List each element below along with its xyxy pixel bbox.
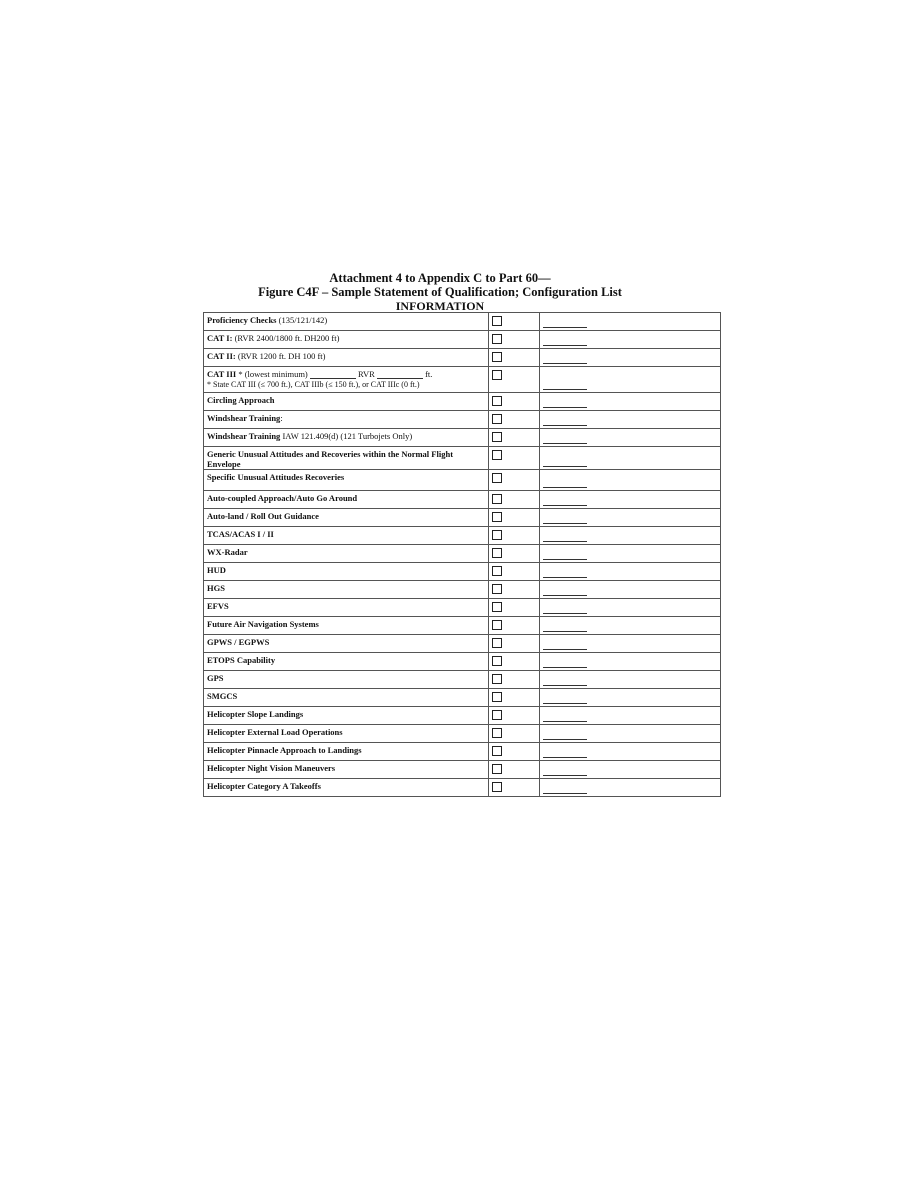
checkbox-cell [489,743,540,761]
checkbox-cell [489,653,540,671]
item-description [204,581,489,599]
qualification-checkbox[interactable] [492,620,502,630]
item-label: GPWS / EGPWS [207,637,270,647]
qualification-checkbox[interactable] [492,692,502,702]
qualification-checkbox[interactable] [492,548,502,558]
rvr-blank[interactable] [377,371,423,379]
table-row [204,617,721,635]
qualification-checkbox[interactable] [492,728,502,738]
item-label: WX-Radar [207,547,248,557]
entry-cell [540,429,721,447]
checkbox-cell [489,779,540,797]
item-description [204,707,489,725]
item-detail: * (lowest minimum) [236,369,308,379]
entry-blank-line[interactable] [543,649,587,650]
entry-cell [540,411,721,429]
item-label: Helicopter Category A Takeoffs [207,781,321,791]
entry-blank-line[interactable] [543,685,587,686]
item-description [204,761,489,779]
item-description [204,447,489,470]
item-label: Auto-land / Roll Out Guidance [207,511,319,521]
entry-blank-line[interactable] [543,487,587,488]
item-label: HUD [207,565,226,575]
item-description [204,349,489,367]
table-row [204,779,721,797]
checkbox-cell [489,761,540,779]
entry-cell [540,761,721,779]
checkbox-cell [489,725,540,743]
item-label: TCAS/ACAS I / II [207,529,274,539]
item-description [204,545,489,563]
qualification-checkbox[interactable] [492,656,502,666]
table-row [204,367,721,393]
qualification-checkbox[interactable] [492,450,502,460]
item-description [204,331,489,349]
item-description [204,653,489,671]
checkbox-cell [489,429,540,447]
item-label: ETOPS Capability [207,655,276,665]
item-description [204,599,489,617]
entry-cell [540,527,721,545]
table-row [204,313,721,331]
checkbox-cell [489,635,540,653]
table-row [204,509,721,527]
checkbox-cell [489,509,540,527]
table-row [204,393,721,411]
item-label: HGS [207,583,225,593]
entry-cell [540,707,721,725]
checkbox-cell [489,367,540,393]
item-description [204,527,489,545]
entry-blank-line[interactable] [543,559,587,560]
item-label: Helicopter Pinnacle Approach to Landings [207,745,362,755]
qualification-checkbox[interactable] [492,396,502,406]
table-row [204,725,721,743]
entry-cell [540,563,721,581]
qualification-checkbox[interactable] [492,473,502,483]
entry-cell [540,779,721,797]
item-label: Windshear Training [207,413,281,423]
entry-blank-line[interactable] [543,425,587,426]
minimum-blank[interactable] [310,371,356,379]
qualification-checkbox[interactable] [492,512,502,522]
qualification-checkbox[interactable] [492,674,502,684]
item-label: Helicopter Night Vision Maneuvers [207,763,336,773]
table-row [204,491,721,509]
entry-blank-line[interactable] [543,389,587,390]
item-label: CAT III [207,369,237,379]
item-label: Future Air Navigation Systems [207,619,319,629]
entry-blank-line[interactable] [543,466,587,467]
checkbox-cell [489,617,540,635]
entry-cell [540,367,721,393]
item-label: Specific Unusual Attitudes Recoveries [207,472,345,482]
entry-cell [540,491,721,509]
entry-blank-line[interactable] [543,595,587,596]
rvr-label: RVR [358,369,375,379]
item-description [204,563,489,581]
entry-cell [540,599,721,617]
item-detail: IAW 121.409(d) (121 Turbojets Only) [280,431,413,441]
item-label: Helicopter External Load Operations [207,727,343,737]
entry-blank-line[interactable] [543,613,587,614]
entry-cell [540,349,721,367]
table-row [204,563,721,581]
qualification-checkbox[interactable] [492,530,502,540]
entry-cell [540,743,721,761]
entry-blank-line[interactable] [543,523,587,524]
entry-cell [540,509,721,527]
table-row [204,761,721,779]
table-row [204,527,721,545]
entry-cell [540,447,721,470]
checkbox-cell [489,581,540,599]
entry-cell [540,545,721,563]
item-label: Circling Approach [207,395,275,405]
item-detail: (RVR 2400/1800 ft. DH200 ft) [232,333,340,343]
entry-blank-line[interactable] [543,407,587,408]
item-label: Generic Unusual Attitudes and Recoveries within the Normal Flight Envelope [207,449,454,469]
entry-blank-line[interactable] [543,667,587,668]
item-detail: : [280,413,283,423]
qualification-checkbox[interactable] [492,370,502,380]
qualification-checkbox[interactable] [492,782,502,792]
checkbox-cell [489,313,540,331]
item-label: CAT I: [207,333,233,343]
item-description [204,617,489,635]
item-description [204,429,489,447]
entry-cell [540,331,721,349]
table-row [204,671,721,689]
entry-cell [540,617,721,635]
ft-label: ft. [425,369,433,379]
qualification-checkbox[interactable] [492,494,502,504]
item-description [204,671,489,689]
entry-blank-line[interactable] [543,541,587,542]
entry-blank-line[interactable] [543,775,587,776]
entry-blank-line[interactable] [543,793,587,794]
entry-blank-line[interactable] [543,739,587,740]
table-row [204,689,721,707]
item-description [204,509,489,527]
qualification-checkbox[interactable] [492,414,502,424]
entry-cell [540,313,721,331]
item-detail: (135/121/142) [276,315,328,325]
item-description [204,367,489,393]
qualification-checkbox[interactable] [492,602,502,612]
qualification-checkbox[interactable] [492,352,502,362]
item-description [204,743,489,761]
entry-blank-line[interactable] [543,631,587,632]
qualification-checkbox[interactable] [492,746,502,756]
checkbox-cell [489,470,540,491]
entry-blank-line[interactable] [543,577,587,578]
entry-cell [540,581,721,599]
section-title: INFORMATION [395,299,485,313]
table-row [204,447,721,470]
table-row [204,349,721,367]
entry-blank-line[interactable] [543,757,587,758]
checkbox-cell [489,491,540,509]
qualification-checkbox[interactable] [492,432,502,442]
entry-cell [540,393,721,411]
qualification-checkbox[interactable] [492,566,502,576]
checkbox-cell [489,689,540,707]
table-row [204,331,721,349]
table-row [204,581,721,599]
table-row [204,743,721,761]
item-label: Helicopter Slope Landings [207,709,304,719]
item-description [204,393,489,411]
attachment-title: Attachment 4 to Appendix C to Part 60— [329,271,551,285]
entry-blank-line[interactable] [543,345,587,346]
item-description [204,470,489,491]
entry-blank-line[interactable] [543,505,587,506]
qualification-checkbox[interactable] [492,334,502,344]
item-description [204,313,489,331]
table-row [204,635,721,653]
item-description [204,411,489,429]
item-label: Windshear Training [207,431,281,441]
table-row [204,545,721,563]
entry-cell [540,725,721,743]
item-label: GPS [207,673,224,683]
entry-blank-line[interactable] [543,327,587,328]
entry-blank-line[interactable] [543,363,587,364]
table-row [204,599,721,617]
configuration-list-table [203,312,721,797]
qualification-checkbox[interactable] [492,638,502,648]
table-row [204,653,721,671]
entry-cell [540,470,721,491]
item-label: Proficiency Checks [207,315,277,325]
checkbox-cell [489,599,540,617]
checkbox-cell [489,393,540,411]
checkbox-cell [489,671,540,689]
checkbox-cell [489,707,540,725]
item-label: Auto-coupled Approach/Auto Go Around [207,493,358,503]
checkbox-cell [489,447,540,470]
form-heading [200,271,680,313]
table-row [204,707,721,725]
item-description [204,635,489,653]
item-description [204,725,489,743]
entry-cell [540,635,721,653]
table-row [204,470,721,491]
table-row [204,411,721,429]
entry-blank-line[interactable] [543,721,587,722]
qualification-checkbox[interactable] [492,710,502,720]
checkbox-cell [489,331,540,349]
figure-title: Figure C4F – Sample Statement of Qualification; Configuration List [258,285,622,299]
qualification-checkbox[interactable] [492,584,502,594]
checkbox-cell [489,349,540,367]
item-description [204,779,489,797]
item-description [204,491,489,509]
entry-cell [540,653,721,671]
qualification-checkbox[interactable] [492,316,502,326]
checkbox-cell [489,545,540,563]
item-label: EFVS [207,601,229,611]
entry-blank-line[interactable] [543,703,587,704]
item-label: SMGCS [207,691,238,701]
checkbox-cell [489,563,540,581]
entry-cell [540,689,721,707]
qualification-checkbox[interactable] [492,764,502,774]
checkbox-cell [489,411,540,429]
cat-iii-note: * State CAT III (≤ 700 ft.), CAT IIIb (≤ 150 ft.), or CAT IIIc (0 ft.) [207,380,420,389]
table-row [204,429,721,447]
checkbox-cell [489,527,540,545]
item-label: CAT II: [207,351,236,361]
entry-cell [540,671,721,689]
item-detail: (RVR 1200 ft. DH 100 ft) [235,351,326,361]
item-description [204,689,489,707]
entry-blank-line[interactable] [543,443,587,444]
